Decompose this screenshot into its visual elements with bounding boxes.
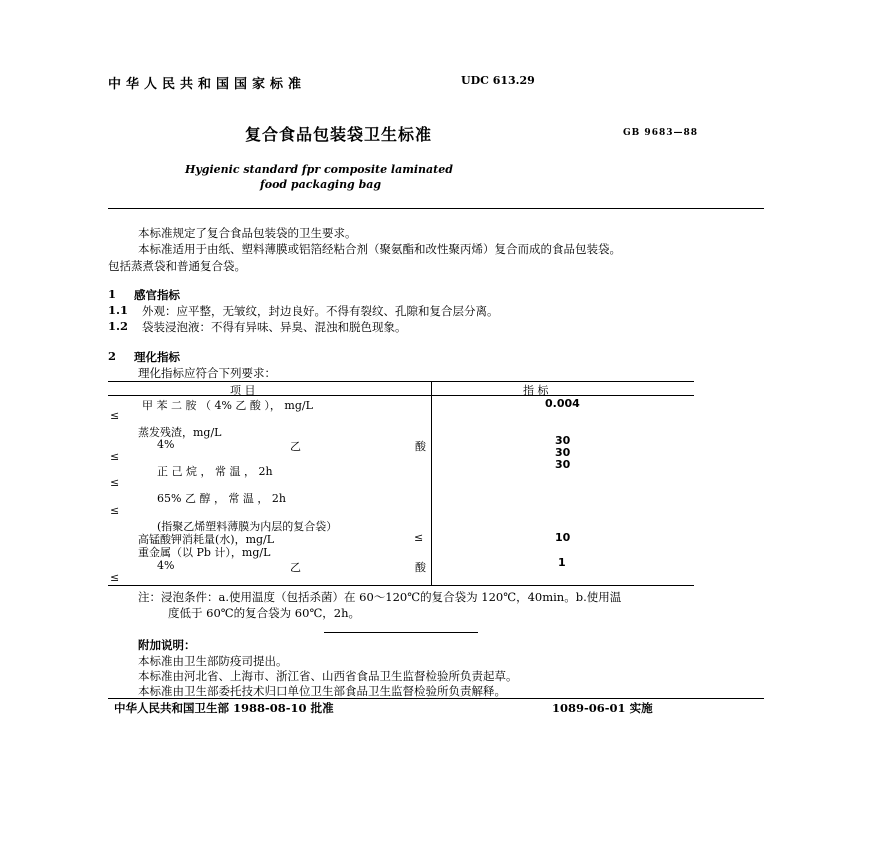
- appendix-line-3: 本标准由卫生部委托技术归口单位卫生部食品卫生监督检验所负责解释。: [138, 684, 506, 698]
- table-row-toluenediamine-cmp: ≤: [110, 409, 120, 422]
- table-row-permanganate-label: 高锰酸钾消耗量(水)，mg/L: [138, 533, 275, 546]
- table-row-residue-value-c: 30: [555, 458, 571, 471]
- table-header-item: 项 目: [230, 384, 256, 397]
- udc-code: UDC 613.29: [461, 74, 535, 87]
- appendix-divider: [324, 632, 478, 633]
- table-row-acetic-acid-right: 酸: [415, 440, 426, 453]
- gb-number: GB 9683—88: [623, 128, 698, 138]
- table-row-heavy-metal-acid-left: 4%: [157, 559, 175, 572]
- table-row-toluenediamine-value: 0.004: [545, 397, 580, 410]
- item-1-2-number: 1.2: [108, 319, 129, 333]
- table-row-toluenediamine-label: 甲 苯 二 胺 （ 4% 乙 酸 ）， mg/L: [142, 399, 313, 412]
- section-1-number: 1: [108, 287, 117, 301]
- standard-category-line: 中华人民共和国国家标准: [108, 77, 307, 92]
- appendix-line-2: 本标准由河北省、上海市、浙江省、山西省食品卫生监督检验所负责起草。: [138, 669, 518, 683]
- header-rule: [108, 208, 764, 209]
- item-1-1-text: 外观：应平整，无皱纹，封边良好。不得有裂纹、孔隙和复合层分离。: [142, 304, 499, 318]
- table-row-residue-value-a: 30: [555, 434, 571, 447]
- intro-paragraph-1: 本标准规定了复合食品包装袋的卫生要求。: [138, 226, 357, 240]
- table-row-acetic-acid-left: 4%: [157, 438, 175, 451]
- section-2-lead: 理化指标应符合下列要求：: [138, 366, 276, 380]
- table-row-permanganate-value: 10: [555, 531, 571, 544]
- table-row-residue-value-b: 30: [555, 446, 571, 459]
- table-header-rule: [108, 395, 694, 396]
- table-row-evaporation-residue-label: 蒸发残渣，mg/L: [138, 426, 222, 439]
- intro-paragraph-2-line-1: 本标准适用于由纸、塑料薄膜或铝箔经粘合剂（聚氨酯和改性聚丙烯）复合而成的食品包装袋。: [138, 242, 621, 256]
- item-1-2-text: 袋装浸泡液：不得有异味、异臭、混浊和脱色现象。: [142, 320, 407, 334]
- table-row-heavy-metal-acid-right: 酸: [415, 561, 426, 574]
- document-title: 复合食品包装袋卫生标准: [245, 125, 433, 144]
- note-line-2: 度低于 60℃的复合袋为 60℃，2h。: [168, 606, 361, 620]
- table-column-divider: [431, 381, 432, 586]
- english-title-line-1: Hygienic standard fpr composite laminated: [185, 163, 453, 176]
- footer-effective-date: 1089-06-01 实施: [552, 701, 653, 715]
- note-line-1: 注：浸泡条件：a.使用温度（包括杀菌）在 60～120℃的复合袋为 120℃，40min。b.使用温: [138, 590, 622, 604]
- table-row-ethanol-cmp: ≤: [110, 504, 120, 517]
- table-row-acetic-acid-mid: 乙: [290, 440, 301, 453]
- item-1-1-number: 1.1: [108, 303, 129, 317]
- table-row-heavy-metal-value: 1: [558, 556, 566, 569]
- section-1-heading: 感官指标: [134, 288, 180, 302]
- table-row-permanganate-cmp: ≤: [414, 531, 424, 544]
- table-row-hexane-label: 正 己 烷 ， 常 温 ， 2h: [157, 465, 273, 478]
- table-bottom-rule: [108, 585, 694, 586]
- appendix-heading: 附加说明：: [138, 638, 196, 652]
- table-header-index: 指 标: [523, 384, 549, 397]
- table-row-heavy-metal-acid-mid: 乙: [290, 561, 301, 574]
- intro-paragraph-2-line-2: 包括蒸煮袋和普通复合袋。: [108, 259, 246, 273]
- table-row-heavy-metal-cmp: ≤: [110, 571, 120, 584]
- section-2-number: 2: [108, 349, 117, 363]
- table-row-acetic-acid-cmp: ≤: [110, 450, 120, 463]
- appendix-line-1: 本标准由卫生部防疫司提出。: [138, 654, 288, 668]
- table-row-hexane-cmp: ≤: [110, 476, 120, 489]
- english-title-line-2: food packaging bag: [260, 178, 382, 191]
- table-top-rule: [108, 381, 694, 382]
- table-row-ethanol-label: 65% 乙 醇 ， 常 温 ， 2h: [157, 492, 287, 505]
- table-row-heavy-metal-label: 重金属（以 Pb 计），mg/L: [138, 546, 271, 559]
- footer-rule: [108, 698, 764, 699]
- footer-approval: 中华人民共和国卫生部 1988-08-10 批准: [114, 701, 334, 715]
- table-row-pe-note: (指聚乙烯塑料薄膜为内层的复合袋）: [157, 520, 338, 533]
- section-2-heading: 理化指标: [134, 350, 180, 364]
